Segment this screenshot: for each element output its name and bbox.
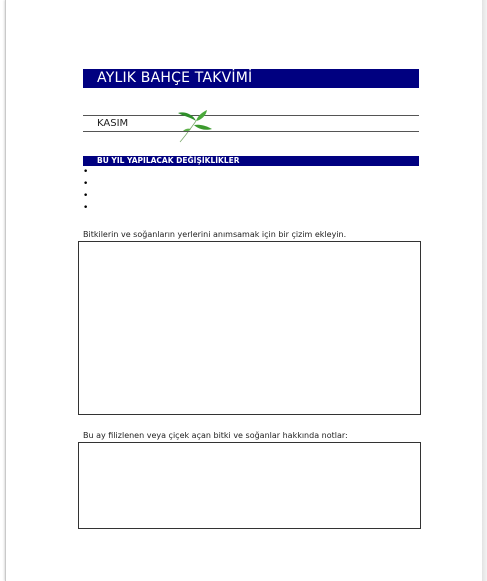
leaf-sprig-icon xyxy=(174,109,214,143)
list-item[interactable] xyxy=(83,202,88,214)
notes-area[interactable] xyxy=(78,442,421,529)
notes-caption: Bu ay filizlenen veya çiçek açan bitki ve soğanlar hakkında notlar: xyxy=(83,431,348,440)
list-item[interactable] xyxy=(83,178,88,190)
sketch-area[interactable] xyxy=(78,241,421,415)
changes-heading: BU YIL YAPILACAK DEĞİŞİKLİKLER xyxy=(83,156,419,166)
page-title: AYLIK BAHÇE TAKVİMİ xyxy=(83,69,419,88)
document-page xyxy=(5,0,483,581)
sketch-caption: Bitkilerin ve soğanların yerlerini anımsamak için bir çizim ekleyin. xyxy=(83,230,347,239)
window-edge xyxy=(482,0,487,581)
month-rule-top xyxy=(83,115,419,116)
list-item[interactable] xyxy=(83,190,88,202)
month-rule-bottom xyxy=(83,131,419,132)
month-label: KASIM xyxy=(97,118,129,129)
list-item[interactable] xyxy=(83,166,88,178)
changes-list xyxy=(83,166,88,214)
